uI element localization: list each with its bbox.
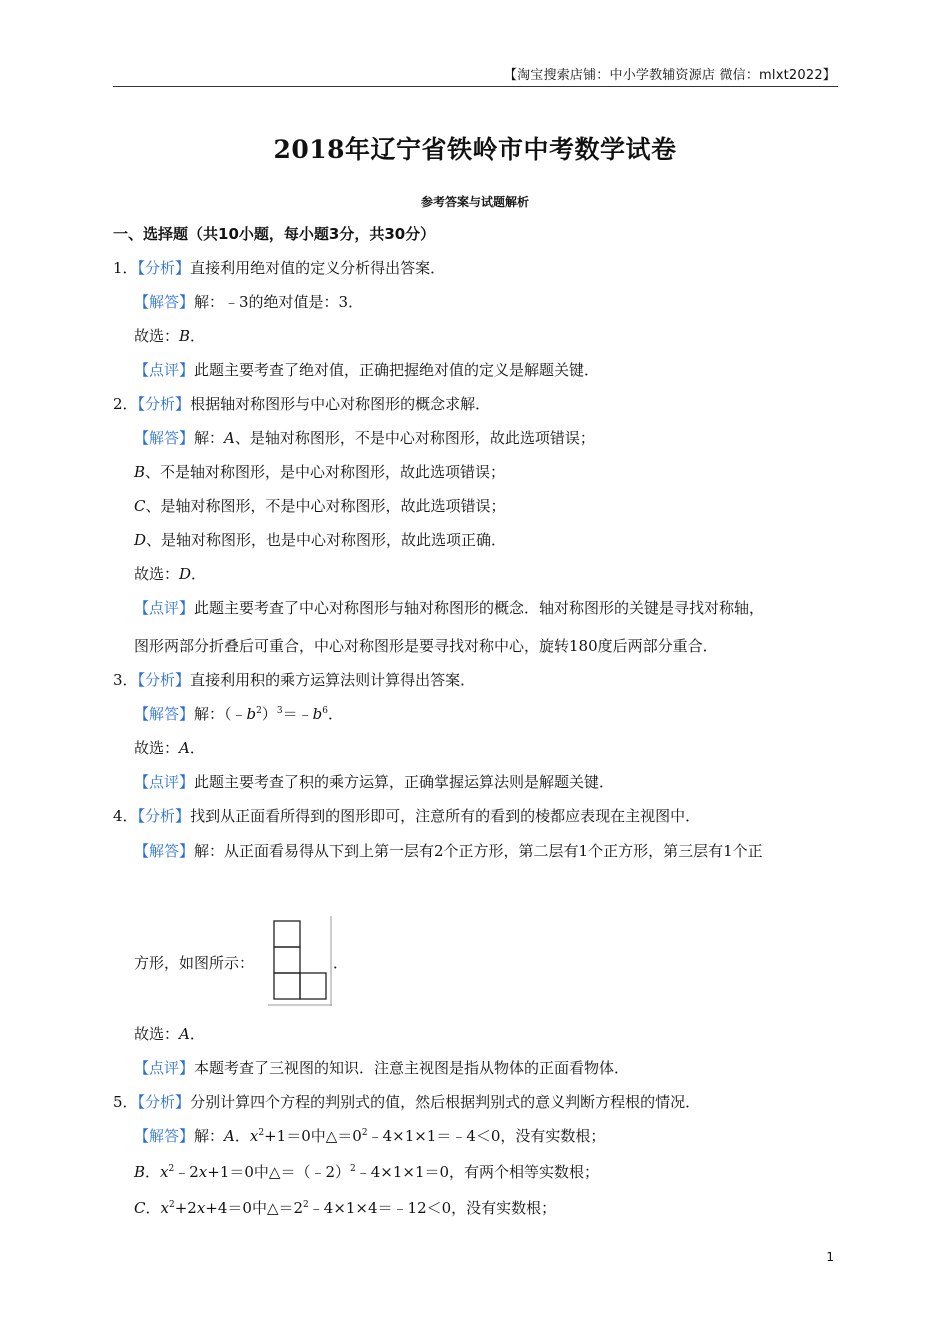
q2-answer-a: 【解答】解：A、是轴对称图形，不是中心对称图形，故此选项错误； xyxy=(134,429,595,447)
figure-square-middle xyxy=(274,947,300,973)
comment-tag: 【点评】 xyxy=(134,361,195,379)
q2-number: 2． xyxy=(113,395,138,413)
q3-number: 3． xyxy=(113,671,138,689)
page-subtitle: 参考答案与试题解析 xyxy=(420,195,529,209)
header-rule xyxy=(113,86,838,87)
q2-comment: 【点评】此题主要考查了中心对称图形与轴对称图形的概念．轴对称图形的关键是寻找对称轴， xyxy=(134,599,765,617)
q4-choice: 故选：A． xyxy=(134,1025,205,1043)
q1-analysis: 1．【分析】直接利用绝对值的定义分析得出答案． xyxy=(113,259,446,277)
answer-tag: 【解答】 xyxy=(134,293,195,311)
q4-comment: 【点评】本题考查了三视图的知识．注意主视图是指从物体的正面看物体． xyxy=(134,1059,630,1077)
q2-choice: 故选：D． xyxy=(134,565,207,583)
q5-analysis: 5．【分析】分别计算四个方程的判别式的值，然后根据判别式的意义判断方程根的情况． xyxy=(113,1093,701,1111)
q2-comment-cont: 图形两部分折叠后可重合，中心对称图形是要寻找对称中心，旋转180度后两部分重合． xyxy=(134,637,718,655)
q5-number: 5． xyxy=(113,1093,138,1111)
q3-choice: 故选：A． xyxy=(134,739,205,757)
page-number: 1 xyxy=(826,1250,834,1264)
q1-choice: 故选：B． xyxy=(134,327,206,345)
analysis-tag: 【分析】 xyxy=(137,259,191,277)
q3-comment: 【点评】此题主要考查了积的乘方运算，正确掌握运算法则是解题关键． xyxy=(134,773,615,791)
q1-number: 1． xyxy=(113,259,138,277)
q1-comment: 【点评】此题主要考查了绝对值，正确把握绝对值的定义是解题关键． xyxy=(134,361,600,379)
section-heading: 一、选择题（共10小题，每小题3分，共30分） xyxy=(113,225,436,243)
q2-answer-d: D、是轴对称图形，也是中心对称图形，故此选项正确． xyxy=(134,531,507,549)
q2-answer-b: B、不是轴对称图形，是中心对称图形，故此选项错误； xyxy=(134,463,506,481)
figure-square-bottom-right xyxy=(300,973,326,999)
q4-number: 4． xyxy=(113,807,138,825)
q5-answer-c: C．$x^2+2x+4=0$中$\triangle=2^2﹣4\times 1\times 4=﹣12<0$，没有实数根； xyxy=(134,1199,557,1217)
q5-answer-a: 【解答】解：A．$x^2+1=0$中$\triangle=0^2﹣4\times 1\times 1=﹣4<0$，没有实数根； xyxy=(134,1127,606,1145)
front-view-diagram xyxy=(268,916,332,1006)
figure-square-top xyxy=(274,921,300,947)
q3-analysis: 3．【分析】直接利用积的乘方运算法则计算得出答案． xyxy=(113,671,476,689)
front-view-figure xyxy=(268,916,332,1006)
figure-square-bottom-left xyxy=(274,973,300,999)
q1-answer: 【解答】解：﹣3的绝对值是：3． xyxy=(134,293,364,311)
q4-analysis: 4．【分析】找到从正面看所得到的图形即可，注意所有的看到的棱都应表现在主视图中． xyxy=(113,807,701,825)
header-note: 【淘宝搜索店铺：中小学教辅资源店 微信：mlxt2022】 xyxy=(503,68,836,83)
q2-analysis: 2．【分析】根据轴对称图形与中心对称图形的概念求解． xyxy=(113,395,491,413)
q5-answer-b: B．$x^2﹣2x+1=0$中△＝（﹣2）$^2$﹣4×1×1＝0，有两个相等实数根； xyxy=(134,1163,600,1181)
q2-answer-c: C、是轴对称图形，不是中心对称图形，故此选项错误； xyxy=(134,497,506,515)
q4-figure-period: ． xyxy=(333,954,349,972)
page-title: 2018年辽宁省铁岭市中考数学试卷 xyxy=(273,135,677,164)
q4-answer-cont: 方形，如图所示： xyxy=(134,954,255,972)
q4-answer: 【解答】解：从正面看易得从下到上第一层有2个正方形，第二层有1个正方形，第三层有1个正 xyxy=(134,842,763,860)
q3-answer: 【解答】解：$(﹣b^2)^3=﹣b^6$． xyxy=(134,705,343,723)
